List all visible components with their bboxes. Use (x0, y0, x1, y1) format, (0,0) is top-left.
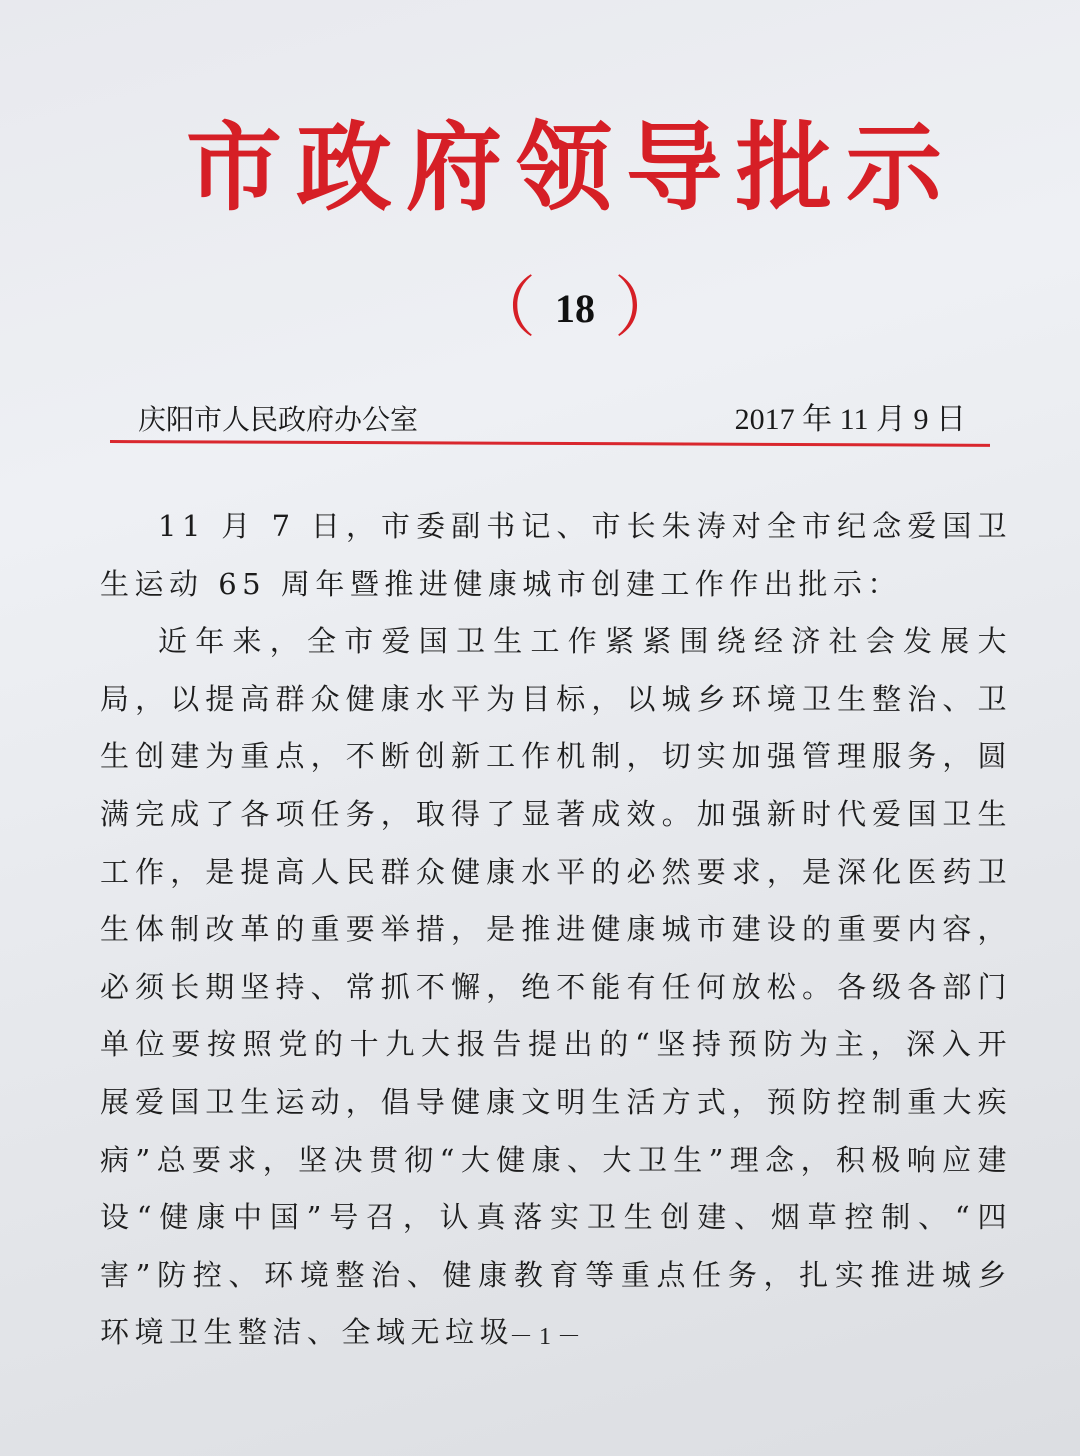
issue-date: 2017 年 11 月 9 日 (734, 403, 966, 436)
issue-open-paren: （ (470, 269, 536, 346)
body-paragraph-intro: 11 月 7 日，市委副书记、市长朱涛对全市纪念爱国卫生运动 65 周年暨推进健康城市创建工作作出批示： (100, 509, 1012, 601)
issue-number-block (470, 269, 680, 346)
issue-close-paren: ） (614, 269, 680, 346)
page-number: － 1 － (509, 1324, 581, 1350)
issue-number: 18 (555, 285, 595, 331)
document-title: 市政府领导批示 (186, 112, 956, 224)
document-body (100, 498, 1012, 1362)
issuer-name: 庆阳市人民政府办公室 (138, 403, 419, 436)
body-paragraph-main: 近年来，全市爱国卫生工作紧紧围绕经济社会发展大局，以提高群众健康水平为目标，以城乡环境卫生整治、卫生创建为重点，不断创新工作机制，切实加强管理服务，圆满完成了各项任务，取得了显著成效。加强新时代爱国卫生工作，是提高人民群众健康水平的必然要求，是深化医药卫生体制改革的重要举措，是推进健康城市建设的重要内容，必须长期坚持、常抓不懈，绝不能有任何放松。各级各部门单位要按照党的十九大报告提出的“坚持预防为主，深入开展爱国卫生运动，倡导健康文明生活方式，预防控制重大疾病”总要求，坚决贯彻“大健康、大卫生”理念，积极响应建设“健康中国”号召，认真落实卫生创建、烟草控制、“四害”防控、环境整治、健康教育等重点任务，扎实推进城乡环境卫生整洁、全域无垃圾 (100, 624, 1012, 1350)
red-divider-rule (110, 440, 990, 447)
masthead (138, 394, 966, 438)
